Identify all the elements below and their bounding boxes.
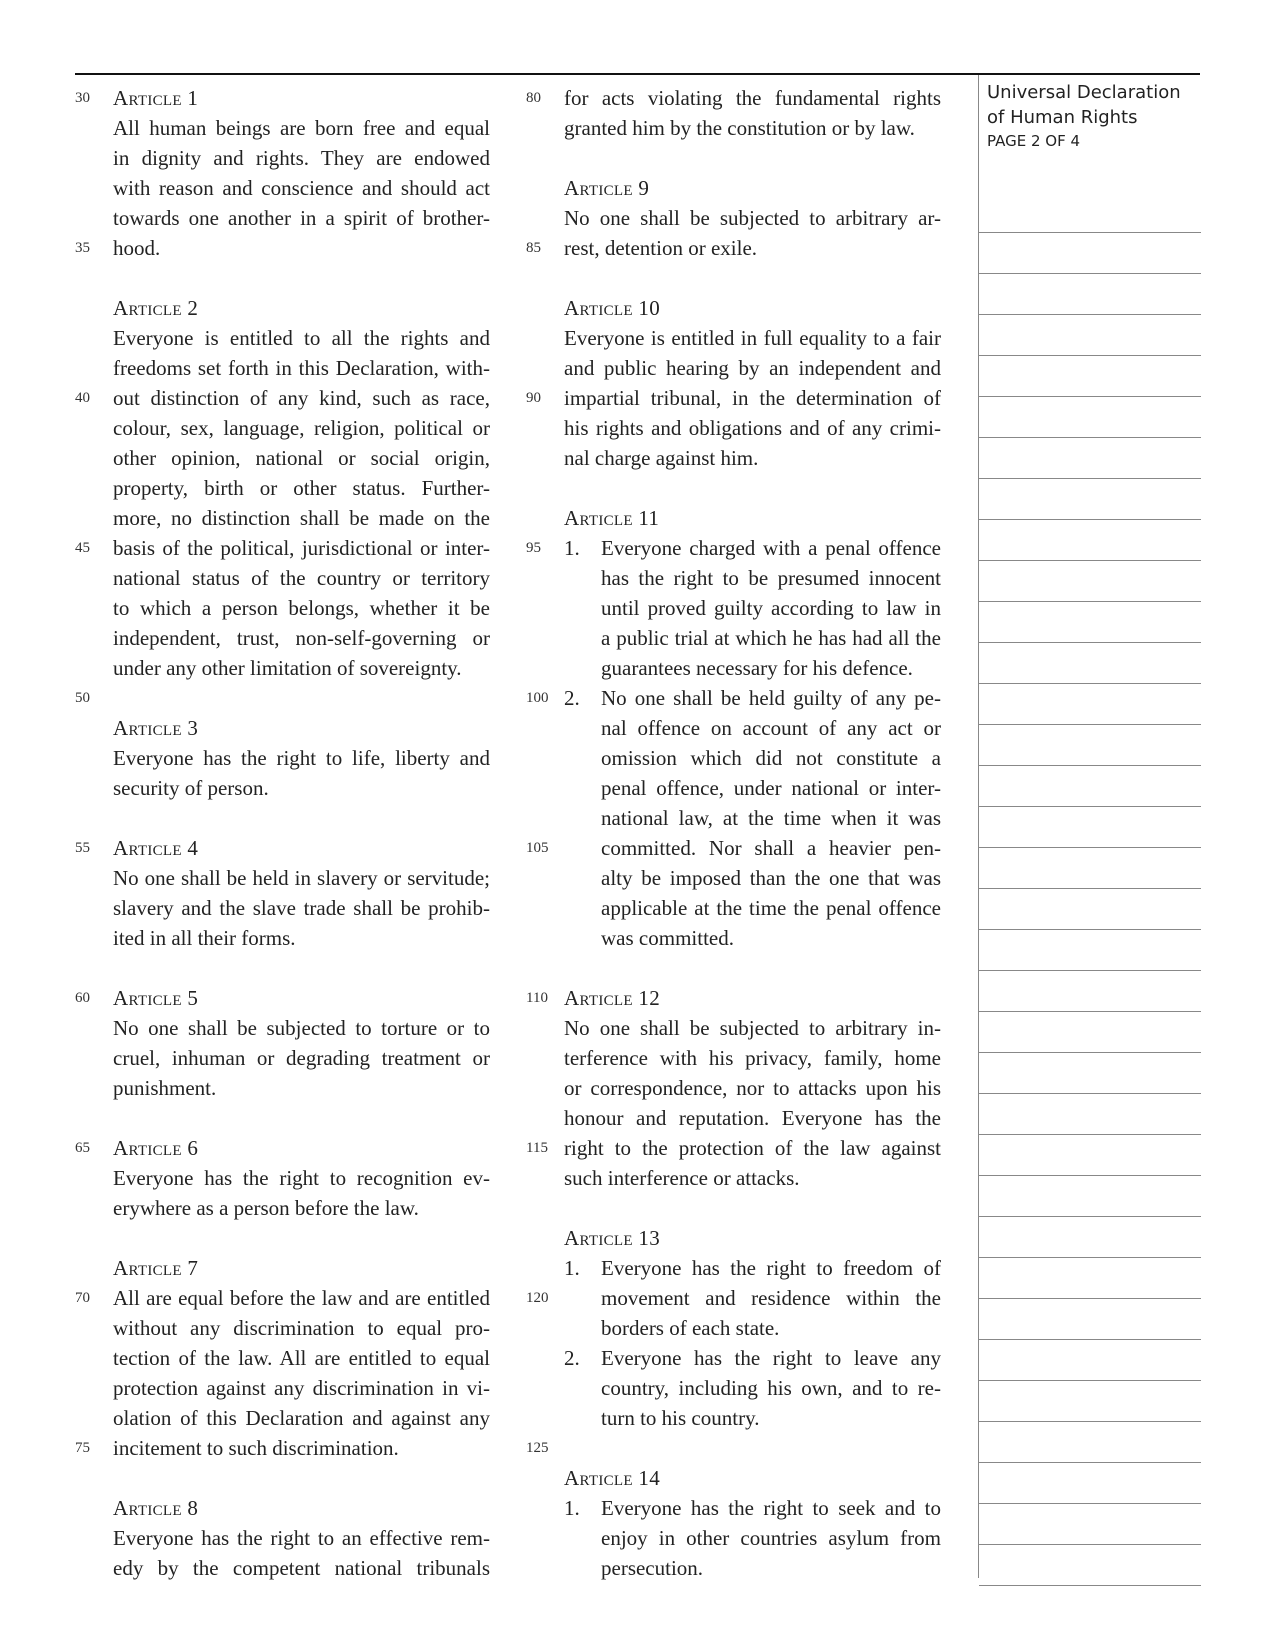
line-text: incitement to such discrimination. [113, 1436, 399, 1460]
text-line [526, 1103, 976, 1133]
text-line [75, 353, 525, 383]
line-number: 85 [526, 240, 541, 256]
line-text: hood. [113, 236, 161, 260]
note-line [979, 315, 1201, 356]
document-title-line1: Universal Declaration [987, 82, 1181, 103]
note-line [979, 520, 1201, 561]
note-line [979, 684, 1201, 725]
text-line [75, 173, 525, 203]
text-line [526, 923, 976, 953]
line-text: a public trial at which he has had all the [601, 626, 941, 650]
note-line [979, 1135, 1201, 1176]
line-text: tection of the law. All are entitled to equal [113, 1346, 490, 1370]
text-line [526, 833, 976, 863]
line-text: in dignity and rights. They are endowed [113, 146, 490, 170]
text-line [526, 83, 976, 113]
list-marker: 1. [564, 1256, 580, 1280]
text-line [75, 1283, 525, 1313]
article-heading [526, 983, 976, 1013]
line-text: No one shall be subjected to torture or to [113, 1016, 490, 1040]
text-line [526, 713, 976, 743]
line-text: applicable at the time the penal offence [601, 896, 941, 920]
text-line [526, 863, 976, 893]
article-heading-text: Article 9 [564, 176, 650, 200]
line-number: 100 [526, 690, 549, 706]
line-text: his rights and obligations and of any crimi- [564, 416, 941, 440]
text-line [75, 743, 525, 773]
line-number: 90 [526, 390, 541, 406]
text-line [526, 1433, 976, 1463]
line-text: and public hearing by an independent and [564, 356, 941, 380]
text-line [526, 1133, 976, 1163]
note-line [979, 1299, 1201, 1340]
line-text: colour, sex, language, religion, political or [113, 416, 490, 440]
line-text: impartial tribunal, in the determination of [564, 386, 941, 410]
line-text: All human beings are born free and equal [113, 116, 490, 140]
line-text: Everyone has the right to seek and to [601, 1496, 941, 1520]
text-line [75, 1103, 525, 1133]
article-heading-text: Article 10 [564, 296, 661, 320]
line-text: more, no distinction shall be made on the [113, 506, 490, 530]
article-heading-text: Article 11 [564, 506, 660, 530]
text-line [75, 113, 525, 143]
note-line [979, 233, 1201, 274]
text-line [526, 383, 976, 413]
text-line [526, 1073, 976, 1103]
article-heading [526, 173, 976, 203]
line-number: 65 [75, 1140, 90, 1156]
line-number: 55 [75, 840, 90, 856]
text-line [75, 1163, 525, 1193]
text-line [75, 953, 525, 983]
text-line [526, 143, 976, 173]
article-heading-text: Article 7 [113, 1256, 199, 1280]
line-text: or correspondence, nor to attacks upon his [564, 1076, 941, 1100]
note-line [979, 971, 1201, 1012]
text-line [526, 443, 976, 473]
article-heading-text: Article 2 [113, 296, 199, 320]
note-line [979, 1258, 1201, 1299]
sidebar-panel [978, 75, 1201, 1578]
line-text: freedoms set forth in this Declaration, with- [113, 356, 490, 380]
note-line [979, 438, 1201, 479]
line-text: was committed. [601, 926, 734, 950]
note-line [979, 1381, 1201, 1422]
text-line [526, 323, 976, 353]
line-number: 75 [75, 1440, 90, 1456]
list-marker: 1. [564, 536, 580, 560]
text-line [526, 1343, 976, 1373]
text-line [526, 1013, 976, 1043]
text-line [75, 653, 525, 683]
list-marker: 1. [564, 1496, 580, 1520]
line-text: enjoy in other countries asylum from [601, 1526, 941, 1550]
line-text: alty be imposed than the one that was [601, 866, 941, 890]
text-line [526, 623, 976, 653]
article-heading [75, 1133, 525, 1163]
text-line [75, 1193, 525, 1223]
list-marker: 2. [564, 686, 580, 710]
note-line [979, 1504, 1201, 1545]
line-text: security of person. [113, 776, 269, 800]
line-text: Everyone charged with a penal offence [601, 536, 941, 560]
line-number: 50 [75, 690, 90, 706]
text-line [526, 203, 976, 233]
line-text: omission which did not constitute a [601, 746, 941, 770]
line-text: nal offence on account of any act or [601, 716, 941, 740]
note-line [979, 356, 1201, 397]
line-text: guarantees necessary for his defence. [601, 656, 913, 680]
text-line [75, 413, 525, 443]
text-line [526, 953, 976, 983]
note-line [979, 1053, 1201, 1094]
note-line [979, 192, 1201, 233]
text-line [526, 113, 976, 143]
text-line [526, 473, 976, 503]
line-text: nal charge against him. [564, 446, 759, 470]
line-text: property, birth or other status. Further- [113, 476, 490, 500]
article-heading [75, 83, 525, 113]
text-line [75, 1403, 525, 1433]
line-text: committed. Nor shall a heavier pen- [601, 836, 941, 860]
text-line [526, 1523, 976, 1553]
line-text: to which a person belongs, whether it be [113, 596, 490, 620]
text-line [75, 593, 525, 623]
line-text: borders of each state. [601, 1316, 780, 1340]
note-line [979, 1463, 1201, 1504]
line-text: protection against any discrimination in vi- [113, 1376, 490, 1400]
text-line [75, 1553, 525, 1583]
article-heading-text: Article 14 [564, 1466, 661, 1490]
line-text: under any other limitation of sovereignty. [113, 656, 462, 680]
line-text: terference with his privacy, family, home [564, 1046, 941, 1070]
article-heading [75, 833, 525, 863]
line-text: erywhere as a person before the law. [113, 1196, 419, 1220]
line-number: 35 [75, 240, 90, 256]
line-number: 115 [526, 1140, 548, 1156]
line-text: national status of the country or territory [113, 566, 490, 590]
line-text: No one shall be subjected to arbitrary ar- [564, 206, 941, 230]
text-line [526, 1553, 976, 1583]
line-text: basis of the political, jurisdictional or inter- [113, 536, 490, 560]
note-line [979, 1094, 1201, 1135]
text-line [526, 353, 976, 383]
article-heading [75, 293, 525, 323]
note-line [979, 479, 1201, 520]
text-line [526, 1043, 976, 1073]
line-text: granted him by the constitution or by law. [564, 116, 915, 140]
note-line [979, 848, 1201, 889]
line-text: ited in all their forms. [113, 926, 296, 950]
text-line [526, 683, 976, 713]
article-heading-text: Article 8 [113, 1496, 199, 1520]
text-line [75, 533, 525, 563]
text-line [75, 1343, 525, 1373]
text-line [75, 1463, 525, 1493]
text-line [526, 563, 976, 593]
line-text: right to the protection of the law against [564, 1136, 941, 1160]
text-line [75, 1013, 525, 1043]
text-line [75, 383, 525, 413]
article-heading-text: Article 3 [113, 716, 199, 740]
text-line [75, 1043, 525, 1073]
line-text: movement and residence within the [601, 1286, 941, 1310]
text-line [75, 1433, 525, 1463]
list-marker: 2. [564, 1346, 580, 1370]
document-title [987, 80, 1181, 130]
line-text: No one shall be held in slavery or servitude; [113, 866, 490, 890]
text-line [75, 1313, 525, 1343]
text-line [75, 803, 525, 833]
note-line [979, 1340, 1201, 1381]
line-text: national law, at the time when it was [601, 806, 941, 830]
note-line [979, 889, 1201, 930]
text-line [75, 1073, 525, 1103]
text-line [75, 473, 525, 503]
line-text: has the right to be presumed innocent [601, 566, 941, 590]
text-line [526, 653, 976, 683]
line-text: All are equal before the law and are entitled [113, 1286, 490, 1310]
note-line [979, 602, 1201, 643]
line-text: Everyone has the right to an effective rem- [113, 1526, 490, 1550]
text-line [75, 503, 525, 533]
line-text: slavery and the slave trade shall be prohib- [113, 896, 490, 920]
text-column-left [75, 83, 525, 1583]
line-number: 30 [75, 90, 90, 106]
text-line [526, 1283, 976, 1313]
text-line [526, 593, 976, 623]
line-number: 125 [526, 1440, 549, 1456]
text-line [526, 1253, 976, 1283]
text-line [526, 773, 976, 803]
line-text: cruel, inhuman or degrading treatment or [113, 1046, 490, 1070]
line-text: turn to his country. [601, 1406, 760, 1430]
document-title-line2: of Human Rights [987, 107, 1138, 128]
line-text: other opinion, national or social origin, [113, 446, 490, 470]
article-heading [75, 983, 525, 1013]
text-line [75, 623, 525, 653]
text-line [526, 1163, 976, 1193]
line-text: honour and reputation. Everyone has the [564, 1106, 941, 1130]
notes-lines [979, 192, 1201, 1586]
line-number: 45 [75, 540, 90, 556]
text-line [75, 683, 525, 713]
note-line [979, 643, 1201, 684]
line-text: penal offence, under national or inter- [601, 776, 941, 800]
article-heading [526, 1223, 976, 1253]
text-line [75, 203, 525, 233]
text-line [526, 233, 976, 263]
line-text: without any discrimination to equal pro- [113, 1316, 490, 1340]
line-text: punishment. [113, 1076, 217, 1100]
text-line [75, 263, 525, 293]
line-number: 95 [526, 540, 541, 556]
text-line [75, 773, 525, 803]
note-line [979, 1217, 1201, 1258]
line-text: Everyone has the right to recognition ev- [113, 1166, 490, 1190]
page-indicator: PAGE 2 OF 4 [987, 132, 1081, 150]
line-text: rest, detention or exile. [564, 236, 758, 260]
text-line [75, 923, 525, 953]
text-line [526, 1373, 976, 1403]
article-heading-text: Article 6 [113, 1136, 199, 1160]
line-text: No one shall be held guilty of any pe- [601, 686, 941, 710]
article-heading-text: Article 1 [113, 86, 199, 110]
article-heading [526, 1463, 976, 1493]
line-text: persecution. [601, 1556, 704, 1580]
line-text: Everyone has the right to leave any [601, 1346, 941, 1370]
line-text: Everyone is entitled in full equality to a fair [564, 326, 941, 350]
article-heading [75, 1253, 525, 1283]
text-line [526, 413, 976, 443]
article-heading-text: Article 13 [564, 1226, 661, 1250]
text-line [75, 323, 525, 353]
note-line [979, 274, 1201, 315]
line-text: for acts violating the fundamental rights [564, 86, 941, 110]
text-line [526, 1493, 976, 1523]
note-line [979, 1012, 1201, 1053]
line-text: Everyone is entitled to all the rights and [113, 326, 490, 350]
line-text: independent, trust, non-self-governing or [113, 626, 490, 650]
note-line [979, 807, 1201, 848]
text-line [526, 803, 976, 833]
text-line [526, 743, 976, 773]
article-heading [526, 293, 976, 323]
text-line [75, 143, 525, 173]
line-text: out distinction of any kind, such as race, [113, 386, 490, 410]
line-number: 110 [526, 990, 548, 1006]
text-line [75, 563, 525, 593]
text-line [526, 893, 976, 923]
text-line [75, 1223, 525, 1253]
note-line [979, 561, 1201, 602]
text-line [75, 443, 525, 473]
note-line [979, 725, 1201, 766]
line-number: 80 [526, 90, 541, 106]
article-heading [75, 1493, 525, 1523]
line-number: 105 [526, 840, 549, 856]
article-heading-text: Article 5 [113, 986, 199, 1010]
line-text: towards one another in a spirit of brother- [113, 206, 490, 230]
line-text: with reason and conscience and should act [113, 176, 490, 200]
note-line [979, 1176, 1201, 1217]
article-heading [526, 503, 976, 533]
line-text: Everyone has the right to freedom of [601, 1256, 941, 1280]
line-text: Everyone has the right to life, liberty and [113, 746, 490, 770]
line-number: 120 [526, 1290, 549, 1306]
text-line [75, 893, 525, 923]
text-line [75, 863, 525, 893]
text-line [526, 1313, 976, 1343]
line-number: 70 [75, 1290, 90, 1306]
note-line [979, 930, 1201, 971]
line-number: 60 [75, 990, 90, 1006]
text-line [75, 1523, 525, 1553]
note-line [979, 1422, 1201, 1463]
line-text: edy by the competent national tribunals [113, 1556, 490, 1580]
article-heading-text: Article 4 [113, 836, 199, 860]
text-line [75, 1373, 525, 1403]
line-text: No one shall be subjected to arbitrary in- [564, 1016, 941, 1040]
note-line [979, 397, 1201, 438]
line-text: country, including his own, and to re- [601, 1376, 941, 1400]
text-line [75, 233, 525, 263]
text-line [526, 1193, 976, 1223]
text-column-right [526, 83, 976, 1583]
line-text: olation of this Declaration and against any [113, 1406, 490, 1430]
text-line [526, 1403, 976, 1433]
note-line [979, 1545, 1201, 1586]
line-number: 40 [75, 390, 90, 406]
article-heading [75, 713, 525, 743]
line-text: until proved guilty according to law in [601, 596, 941, 620]
line-text: such interference or attacks. [564, 1166, 800, 1190]
text-line [526, 263, 976, 293]
article-heading-text: Article 12 [564, 986, 661, 1010]
text-line [526, 533, 976, 563]
note-line [979, 766, 1201, 807]
